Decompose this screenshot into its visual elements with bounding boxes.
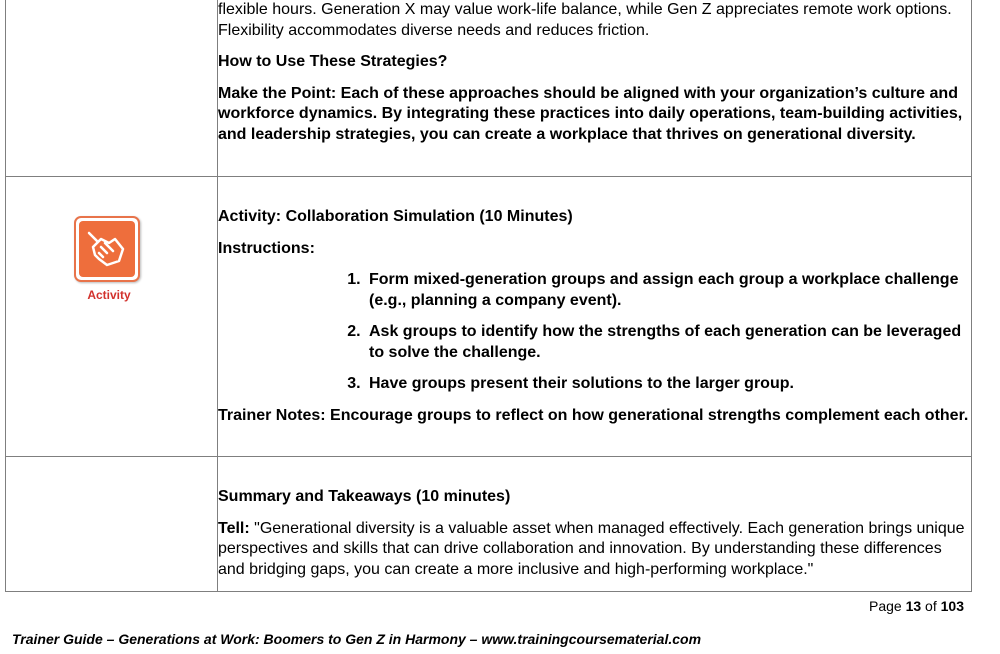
footer-text: Trainer Guide – Generations at Work: Boomers to Gen Z in Harmony – www.trainingcoursematerial.com bbox=[12, 631, 702, 647]
strategies-heading: How to Use These Strategies? bbox=[218, 53, 448, 70]
summary-title: Summary and Takeaways (10 minutes) bbox=[218, 488, 511, 505]
tell-paragraph bbox=[218, 519, 971, 581]
make-point-paragraph: Make the Point: Each of these approaches should be aligned with your organization’s culture and workforce dynamics. By integrating these practices into daily operations, team-building activities, and leadership strategies, you can create a workplace that thrives on generational diversity. bbox=[218, 84, 963, 143]
table-row bbox=[6, 177, 972, 457]
page-of: of bbox=[921, 598, 941, 614]
list-item: 2. Ask groups to identify how the strengths of each generation can be leveraged to solve the challenge. bbox=[365, 322, 971, 363]
text-cell bbox=[218, 177, 972, 457]
instruction-steps bbox=[218, 270, 971, 395]
page-total: 103 bbox=[940, 598, 964, 614]
activity-icon-label: Activity bbox=[87, 288, 131, 302]
page-current: 13 bbox=[905, 598, 922, 614]
tell-text: "Generational diversity is a valuable asset when managed effectively. Each generation brings unique perspectives and skills that can drive collaboration and innovation. By understanding these differences and bridging gaps, you can create a more inclusive and high-performing workplace." bbox=[218, 519, 965, 578]
activity-icon-wrap bbox=[74, 216, 144, 302]
table-row bbox=[6, 457, 972, 592]
table-row bbox=[6, 0, 972, 177]
hand-shake-icon bbox=[85, 227, 129, 271]
text-cell bbox=[218, 0, 972, 177]
tell-label: Tell: bbox=[218, 519, 250, 537]
icon-cell-empty bbox=[6, 457, 218, 592]
instructions-label: Instructions: bbox=[218, 239, 315, 257]
page-number bbox=[869, 598, 964, 614]
icon-background bbox=[79, 221, 135, 277]
text-cell bbox=[218, 457, 972, 592]
page-prefix: Page bbox=[869, 598, 906, 614]
intro-paragraph: flexible hours. Generation X may value work-life balance, while Gen Z appreciates remote work options. Flexibility accommodates diverse needs and reduces friction. bbox=[218, 1, 952, 39]
list-item: 1. Form mixed-generation groups and assign each group a workplace challenge (e.g., planning a company event). bbox=[365, 270, 971, 311]
icon-cell-empty bbox=[6, 0, 218, 177]
content-table bbox=[5, 0, 972, 592]
activity-hands-icon bbox=[74, 216, 140, 282]
activity-title: Activity: Collaboration Simulation (10 Minutes) bbox=[218, 208, 573, 225]
list-item: 3. Have groups present their solutions to the larger group. bbox=[365, 374, 971, 395]
trainer-notes: Trainer Notes: Encourage groups to reflect on how generational strengths complement each other. bbox=[218, 406, 969, 424]
